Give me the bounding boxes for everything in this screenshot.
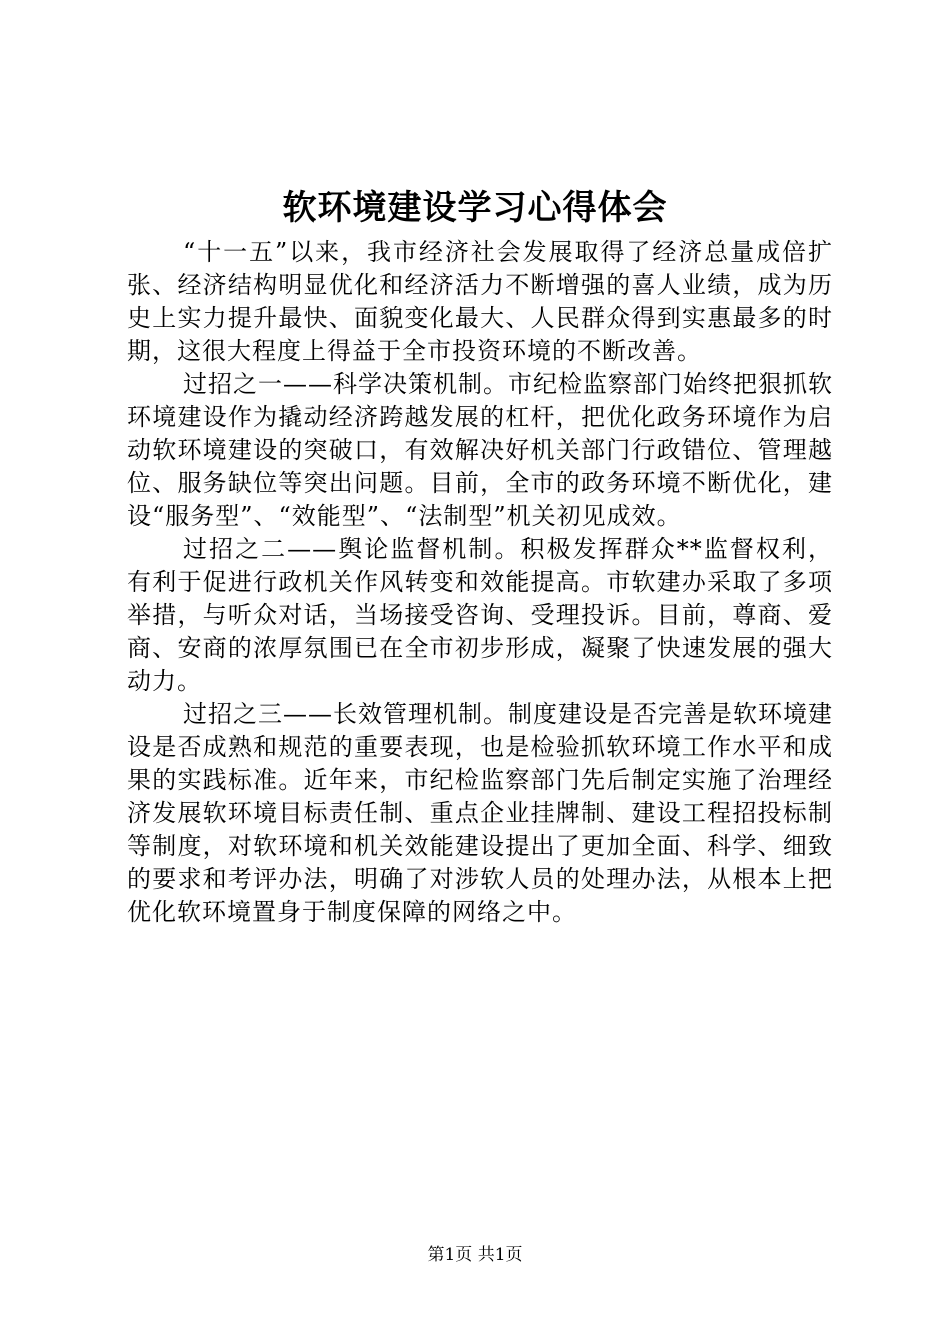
paragraph-supervision-mechanism: 过招之二——舆论监督机制。积极发挥群众**监督权利，有利于促进行政机关作风转变和效能提高。市软建办采取了多项举措，与听众对话，当场接受咨询、受理投诉。目前，尊商、爱商、安商的浓厚氛围已在全市初步形成，凝聚了快速发展的强大动力。 [127,535,833,695]
page-footer: 第1页 共1页 [427,1245,523,1265]
document-body [127,236,833,929]
paragraph-decision-mechanism: 过招之一——科学决策机制。市纪检监察部门始终把狠抓软环境建设作为撬动经济跨越发展的杠杆，把优化政务环境作为启动软环境建设的突破口，有效解决好机关部门行政错位、管理越位、服务缺位等突出问题。目前，全市的政务环境不断优化，建设“服务型”、“效能型”、“法制型”机关初见成效。 [127,370,833,530]
document-title: 软环境建设学习心得体会 [282,188,668,228]
paragraph-management-mechanism: 过招之三——长效管理机制。制度建设是否完善是软环境建设是否成熟和规范的重要表现，也是检验抓软环境工作水平和成果的实践标准。近年来，市纪检监察部门先后制定实施了治理经济发展软环境目标责任制、重点企业挂牌制、建设工程招投标制等制度，对软环境和机关效能建设提出了更加全面、科学、细致的要求和考评办法，明确了对涉软人员的处理办法，从根本上把优化软环境置身于制度保障的网络之中。 [127,700,833,926]
paragraph-intro: “十一五”以来，我市经济社会发展取得了经济总量成倍扩张、经济结构明显优化和经济活力不断增强的喜人业绩，成为历史上实力提升最快、面貌变化最大、人民群众得到实惠最多的时期，这很大程度上得益于全市投资环境的不断改善。 [127,238,833,365]
